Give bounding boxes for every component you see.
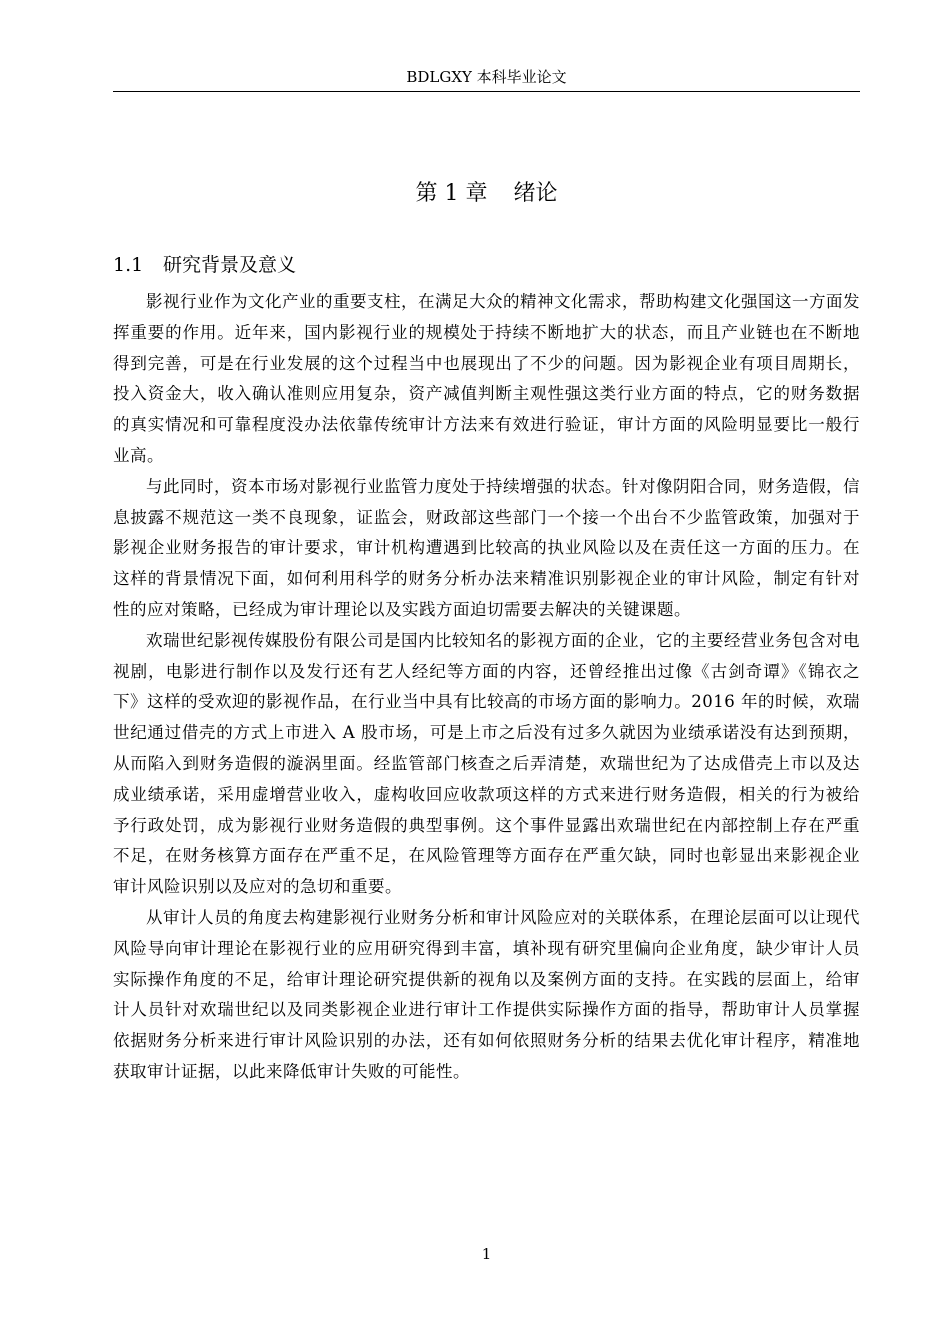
header-text: BDLGXY 本科毕业论文 <box>406 68 567 86</box>
chapter-number: 第 1 章 <box>415 181 488 206</box>
paragraph-4: 从审计人员的角度去构建影视行业财务分析和审计风险应对的关联体系，在理论层面可以让现代风险导向审计理论在影视行业的应用研究得到丰富，填补现有研究里偏向企业角度，缺少审计人员实际操作角度的不足，给审计理论研究提供新的视角以及案例方面的支持。在实践的层面上，给审计人员针对欢瑞世纪以及同类影视企业进行审计工作提供实际操作方面的指导，帮助审计人员掌握依据财务分析来进行审计风险识别的办法，还有如何依照财务分析的结果去优化审计程序，精准地获取审计证据，以此来降低审计失败的可能性。 <box>113 907 860 1081</box>
section-name: 研究背景及意义 <box>163 254 297 276</box>
paragraph-1: 影视行业作为文化产业的重要支柱，在满足大众的精神文化需求，帮助构建文化强国这一方面发挥重要的作用。近年来，国内影视行业的规模处于持续不断地扩大的状态，而且产业链也在不断地得到完善，可是在行业发展的这个过程当中也展现出了不少的问题。因为影视企业有项目周期长，投入资金大，收入确认准则应用复杂，资产减值判断主观性强这类行业方面的特点，它的财务数据的真实情况和可靠程度没办法依靠传统审计方法来有效进行验证，审计方面的风险明显要比一般行业高。 <box>113 292 860 465</box>
section-number: 1.1 <box>113 254 144 276</box>
paragraph-3: 欢瑞世纪影视传媒股份有限公司是国内比较知名的影视方面的企业，它的主要经营业务包含对电视剧，电影进行制作以及发行还有艺人经纪等方面的内容，还曾经推出过像《古剑奇谭》《锦衣之下》这样的受欢迎的影视作品，在行业当中具有比较高的市场方面的影响力。2016 年的时候，欢瑞世纪通过借壳的方式上市进入 A 股市场，可是上市之后没有过多久就因为业绩承诺没有达到预期，从而陷入到财务造假的漩涡里面。经监管部门核查之后弄清楚，欢瑞世纪为了达成借壳上市以及达成业绩承诺，采用虚增营业收入，虚构收回应收款项这样的方式来进行财务造假，相关的行为被给予行政处罚，成为影视行业财务造假的典型事例。这个事件显露出欢瑞世纪在内部控制上存在严重不足，在财务核算方面存在严重不足，在风险管理等方面存在严重欠缺，同时也彰显出来影视企业审计风险识别以及应对的急切和重要。 <box>113 630 860 897</box>
section-heading <box>113 250 296 280</box>
page-number: 1 <box>481 1245 492 1263</box>
page-header <box>113 66 860 92</box>
chapter-title <box>113 178 860 210</box>
body-text <box>113 287 860 1088</box>
chapter-name: 绪论 <box>513 181 558 206</box>
paragraph-2: 与此同时，资本市场对影视行业监管力度处于持续增强的状态。针对像阴阳合同，财务造假，信息披露不规范这一类不良现象，证监会，财政部这些部门一个接一个出台不少监管政策，加强对于影视企业财务报告的审计要求，审计机构遭遇到比较高的执业风险以及在责任这一方面的压力。在这样的背景情况下面，如何利用科学的财务分析办法来精准识别影视企业的审计风险，制定有针对性的应对策略，已经成为审计理论以及实践方面迫切需要去解决的关键课题。 <box>113 476 860 619</box>
